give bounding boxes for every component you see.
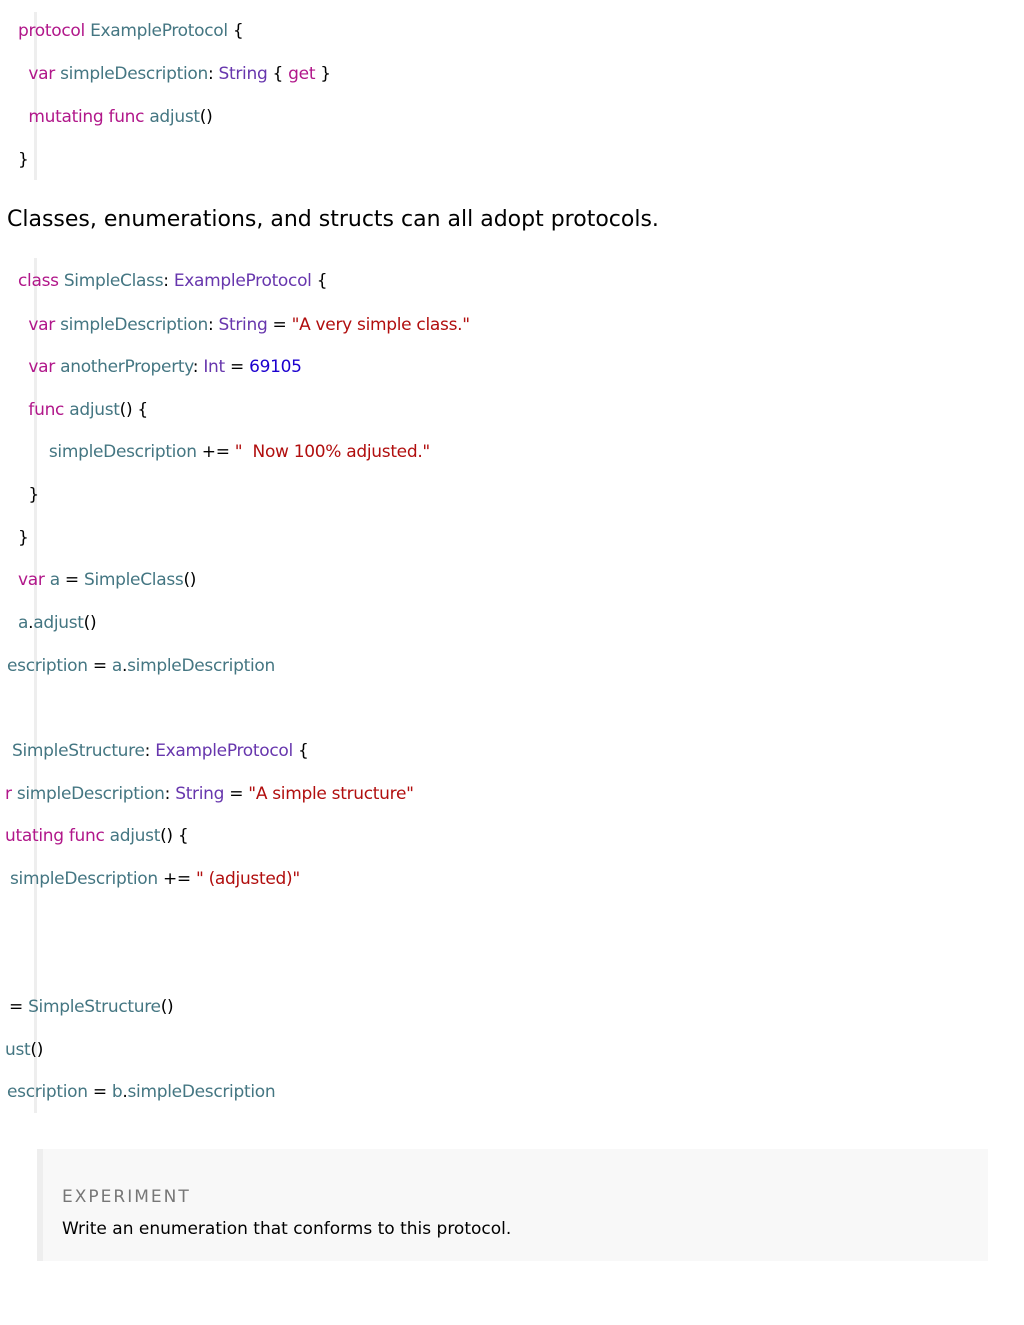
- code-token: (): [30, 1040, 44, 1060]
- code-token: [8, 107, 28, 127]
- code-token: {: [267, 64, 289, 84]
- code-token: =: [87, 656, 112, 676]
- code-token: Int: [203, 357, 225, 377]
- experiment-text: Write an enumeration that conforms to this protocol.: [62, 1219, 512, 1239]
- code-token: b: [111, 1082, 123, 1102]
- code-token: ExampleProtocol: [90, 21, 228, 41]
- code-token: String: [218, 315, 268, 335]
- code-token: get: [288, 64, 316, 84]
- code-token: =: [224, 357, 250, 377]
- code-line: [12, 739, 309, 763]
- code-line: [8, 483, 39, 507]
- code-token: {: [292, 741, 309, 761]
- code-token: :: [163, 271, 174, 291]
- code-token: :: [207, 315, 219, 335]
- code-token: .: [28, 613, 34, 633]
- code-token: func: [68, 826, 105, 846]
- code-token: protocol: [18, 21, 85, 41]
- code-token: func: [28, 400, 65, 420]
- code-token: [8, 442, 49, 462]
- code-token: anotherProperty: [60, 357, 193, 377]
- experiment-callout: [37, 1149, 988, 1261]
- code-token: (): [199, 107, 213, 127]
- code-token: var: [28, 64, 55, 84]
- code-token: :: [207, 64, 219, 84]
- code-token: simpleDescription: [60, 64, 208, 84]
- code-block-adoption: [0, 258, 1024, 1113]
- code-token: simpleDescription: [60, 315, 208, 335]
- code-token: escription: [7, 656, 88, 676]
- code-block-protocol: [0, 12, 1024, 180]
- code-token: simpleDescription: [127, 1082, 276, 1102]
- code-token: utating: [5, 826, 64, 846]
- code-token: SimpleClass: [63, 271, 164, 291]
- code-token: class: [18, 271, 59, 291]
- code-block-bar: [34, 258, 37, 1113]
- code-token: var: [28, 357, 55, 377]
- code-token: :: [164, 784, 176, 804]
- code-token: =: [87, 1082, 112, 1102]
- code-token: a: [111, 656, 123, 676]
- code-token: +=: [196, 442, 235, 462]
- code-token: :: [192, 357, 204, 377]
- code-line: [8, 313, 470, 337]
- code-line: [8, 355, 302, 379]
- code-token: +=: [157, 869, 196, 889]
- code-token: [8, 400, 28, 420]
- experiment-title: EXPERIMENT: [62, 1187, 191, 1207]
- code-token: () {: [119, 400, 148, 420]
- code-token: ExampleProtocol: [155, 741, 293, 761]
- code-token: =: [224, 784, 249, 804]
- code-token: escription: [7, 1082, 88, 1102]
- code-token: "A very simple class.": [291, 315, 470, 335]
- code-token: (): [183, 570, 197, 590]
- code-line: [18, 526, 29, 550]
- code-token: adjust: [33, 613, 84, 633]
- code-token: (): [83, 613, 97, 633]
- code-token: () {: [160, 826, 189, 846]
- code-token: [8, 315, 28, 335]
- code-token: .: [122, 656, 128, 676]
- code-token: =: [59, 570, 84, 590]
- code-token: " Now 100% adjusted.": [234, 442, 430, 462]
- code-token: 69105: [249, 357, 302, 377]
- code-token: }: [315, 64, 331, 84]
- code-line: [5, 782, 414, 806]
- code-token: (): [160, 997, 174, 1017]
- code-token: SimpleClass: [83, 570, 184, 590]
- code-token: }: [18, 528, 29, 548]
- code-token: {: [227, 21, 244, 41]
- code-token: ExampleProtocol: [173, 271, 312, 291]
- code-token: SimpleStructure: [12, 741, 145, 761]
- code-token: adjust: [149, 107, 200, 127]
- code-token: =: [9, 997, 29, 1017]
- code-token: adjust: [69, 400, 120, 420]
- code-line: [18, 568, 196, 592]
- code-token: [8, 64, 28, 84]
- code-token: simpleDescription: [127, 656, 275, 676]
- code-token: =: [267, 315, 292, 335]
- code-line: [10, 867, 300, 891]
- code-token: simpleDescription: [48, 442, 197, 462]
- code-token: String: [175, 784, 225, 804]
- code-line: [18, 19, 243, 43]
- code-line: [18, 269, 327, 293]
- code-token: "A simple structure": [248, 784, 414, 804]
- code-token: simpleDescription: [10, 869, 158, 889]
- code-line: [7, 1080, 275, 1104]
- body-paragraph: Classes, enumerations, and structs can all adopt protocols.: [7, 207, 659, 232]
- code-token: [8, 357, 28, 377]
- code-token: var: [18, 570, 45, 590]
- code-token: a: [18, 613, 29, 633]
- code-line: [5, 824, 188, 848]
- code-line: [8, 105, 212, 129]
- code-token: }: [18, 150, 29, 170]
- code-token: {: [311, 271, 328, 291]
- code-line: [8, 62, 331, 86]
- code-line: [8, 440, 430, 464]
- code-token: .: [122, 1082, 128, 1102]
- code-token: SimpleStructure: [28, 997, 161, 1017]
- code-line: [18, 148, 29, 172]
- code-line: [7, 654, 275, 678]
- code-token: " (adjusted)": [195, 869, 300, 889]
- code-token: adjust: [109, 826, 161, 846]
- code-token: :: [144, 741, 156, 761]
- code-token: }: [8, 485, 39, 505]
- code-token: a: [49, 570, 60, 590]
- code-token: mutating: [28, 107, 104, 127]
- code-token: r: [5, 784, 12, 804]
- code-line: [18, 611, 96, 635]
- code-token: func: [108, 107, 145, 127]
- code-line: [5, 1038, 43, 1062]
- code-line: [9, 995, 173, 1019]
- code-line: [8, 398, 148, 422]
- code-token: simpleDescription: [16, 784, 165, 804]
- code-token: ust: [5, 1040, 31, 1060]
- code-token: String: [218, 64, 268, 84]
- code-token: var: [28, 315, 55, 335]
